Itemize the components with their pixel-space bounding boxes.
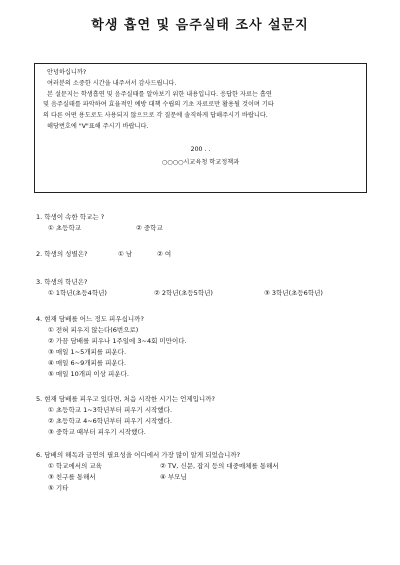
survey-title: 학생 흡연 및 음주실태 조사 설문지	[91, 18, 309, 33]
question-options	[36, 288, 323, 299]
question-text: 1. 학생이 속한 학교는 ?	[36, 213, 105, 221]
option-item[interactable]: ① 초등학교 1~3학년부터 피우기 시작했다.	[48, 406, 173, 414]
question-options	[36, 223, 163, 234]
option-item[interactable]: ② 가끔 담배를 피우나 1주일에 3~4회 미만이다.	[48, 337, 187, 345]
option-item[interactable]: ② 여	[157, 250, 172, 258]
question-options-row-2	[36, 472, 279, 483]
intro-greeting: 안녕하십니까?	[47, 69, 87, 76]
question-3	[36, 277, 323, 299]
option-item[interactable]: ③ 매일 1~5개피를 피운다.	[48, 348, 127, 356]
intro-body-3: 의 다른 어떤 용도로도 사용되지 않으므로 각 질문에 솔직하게 답해주시기 바랍니다.	[43, 112, 268, 120]
option-item[interactable]: ② TV, 신문, 잡지 등의 대중매체를 통해서	[160, 462, 279, 470]
intro-body-1: 본 설문지는 학생흡연 및 음주실태를 알아보기 위한 내용입니다. 응답한 자료는 흡연	[47, 90, 272, 98]
option-item[interactable]: ① 전혀 피우지 않는다(6번으로)	[48, 326, 139, 334]
option-item[interactable]: ⑤ 기타	[48, 484, 69, 492]
intro-thanks: 여러분의 소중한 시간을 내주셔서 감사드립니다.	[47, 79, 177, 87]
question-text: 4. 현재 담배를 어느 정도 피우십니까?	[36, 315, 144, 323]
question-text: 5. 현재 담배를 피우고 있다면, 처음 시작한 시기는 언제입니까?	[36, 395, 215, 403]
option-item[interactable]: ③ 친구를 통해서	[48, 473, 96, 481]
question-4	[36, 314, 187, 380]
question-text: 3. 학생의 학년은?	[36, 278, 88, 286]
survey-department: ○○○○시교육청 학교정책과	[161, 158, 240, 166]
intro-instruction: 해당번호에 "V"표해 주시기 바랍니다.	[47, 122, 149, 130]
option-item[interactable]: ④ 매일 6~9개피를 피운다.	[48, 359, 127, 367]
question-2	[36, 249, 171, 260]
option-item[interactable]: ⑤ 매일 10개피 이상 피운다.	[48, 370, 129, 378]
question-text: 6. 담배의 해독과 금연의 필요성을 어디에서 가장 많이 알게 되었습니까?	[36, 451, 241, 459]
option-item[interactable]: ① 남	[118, 250, 133, 258]
question-5	[36, 394, 215, 438]
option-item[interactable]: ② 초등학교 4~6학년부터 피우기 시작했다.	[48, 417, 173, 425]
option-item[interactable]: ② 중학교	[136, 224, 163, 232]
option-item[interactable]: ② 2학년(초등5학년)	[154, 289, 213, 297]
option-item[interactable]: ① 1학년(초등4학년)	[48, 289, 107, 297]
option-item[interactable]: ④ 부모님	[160, 473, 187, 481]
option-item[interactable]: ③ 3학년(초등6학년)	[264, 289, 323, 297]
intro-box	[34, 63, 367, 193]
question-text	[36, 249, 171, 260]
option-item[interactable]: ① 학교에서의 교육	[48, 462, 102, 470]
question-6	[36, 450, 279, 494]
option-item[interactable]: ① 초등학교	[48, 224, 82, 232]
option-item[interactable]: ③ 중학교 때부터 피우기 시작했다.	[48, 428, 146, 436]
question-label: 2. 학생의 성별은?	[36, 250, 88, 258]
question-options-row-1	[36, 461, 279, 472]
question-1	[36, 212, 163, 234]
survey-date: 200 . .	[190, 145, 211, 153]
intro-body-2: 및 음주실태를 파악하여 효율적인 예방 대책 수립의 기초 자료로만 활용될 것이며 기타	[43, 101, 274, 109]
